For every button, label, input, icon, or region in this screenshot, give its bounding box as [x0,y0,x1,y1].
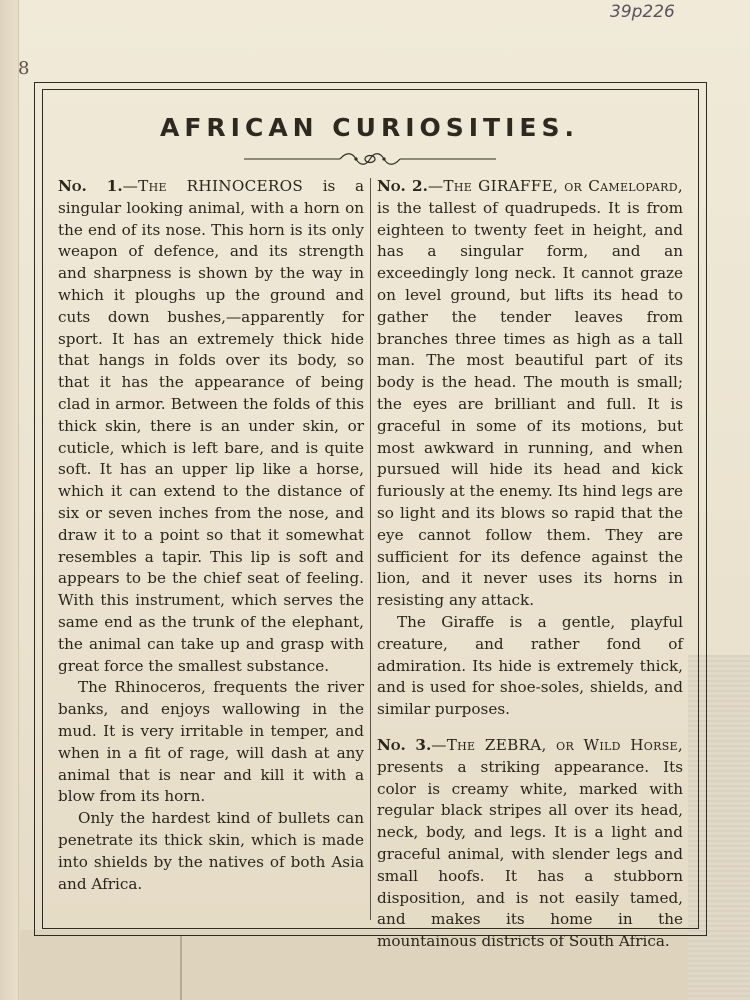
paragraph-text: is the tallest of quadrupeds. It is from eighteen to twenty feet in height, and has a singular form, and an exceedingly long neck. It cannot graze on level ground, but lifts its head to gather the tender leaves from branches three times as high as a tall man. The most beautiful part of its body is the head. The mouth is small; the eyes are brilliant and full. It is graceful in some of its motions, but most awkward in running, and when pursued will hide its head and kick furiously at the enemy. Its hind legs are so light and its blows so rapid that the eye cannot follow them. They are sufficient for its defence against the lion, and it never uses its horns in resisting any attack. [377,198,683,610]
rhinoceros-paragraph-2: The Rhinoceros, frequents the river banks, and enjoys wallowing in the mud. It is very irritable in temper, and when in a fit of rage, will dash at any animal that is near and kill it with a blow from its horn. [58,678,364,806]
giraffe-paragraph-2: The Giraffe is a gentle, playful creature, and rather fond of admiration. Its hide is extremely thick, and is used for shoe-soles, shields, and similar purposes. [377,612,683,719]
giraffe-paragraph-1 [377,176,683,612]
section-number: No. 2. [377,177,428,195]
paper-crease [180,935,182,1000]
zebra-paragraph-1 [377,735,683,953]
page-mark: 8 [18,58,30,79]
paragraph-text: presents a striking appearance. Its color is creamy white, marked with regular black stripes all over its head, neck, body, and legs. It is a light and graceful animal, with slender legs and small hoofs. It has a stubborn disposition, and is not easily tamed, and makes its home in the mountainous districts of South Africa. [377,757,683,951]
section-heading: —The ZEBRA, or Wild Horse, [431,735,683,754]
right-column [377,176,683,953]
column-divider [370,178,371,920]
archive-note: 39p226 [610,2,675,22]
binding-edge [0,0,19,1000]
section-heading: —The RHINOCEROS [122,177,304,195]
section-number: No. 1. [58,177,123,195]
paragraph-text: is a singular looking animal, with a horn on the end of its nose. This horn is its only weapon of defence, and its strength and sharpness is shown by the way in which it ploughs up the ground and cuts down bushes,—apparently for sport. It has an extremely thick hide that hangs in folds over its body, so that it has the appearance of being clad in armor. Between the folds of this thick skin, there is an under skin, or cuticle, which is left bare, and is quite soft. It has an upper lip like a horse, which it can extend to the distance of six or seven inches from the nose, and draw it to a point so that it somewhat resembles a tapir. This lip is soft and appears to be the chief seat of feeling. With this instrument, which serves the same end as the trunk of the elephant, the animal can take up and grasp with great force the smallest substance. [58,177,364,675]
rhinoceros-paragraph-1 [58,176,364,677]
section-number: No. 3. [377,735,432,754]
left-column [58,176,364,895]
rhinoceros-paragraph-3: Only the hardest kind of bullets can penetrate its thick skin, which is made into shields by the natives of both Asia and Africa. [58,809,364,893]
section-heading: —The GIRAFFE, or Camelopard, [427,177,683,195]
page-title: AFRICAN CURIOSITIES. [160,113,579,142]
ornament-divider-icon [240,148,500,170]
